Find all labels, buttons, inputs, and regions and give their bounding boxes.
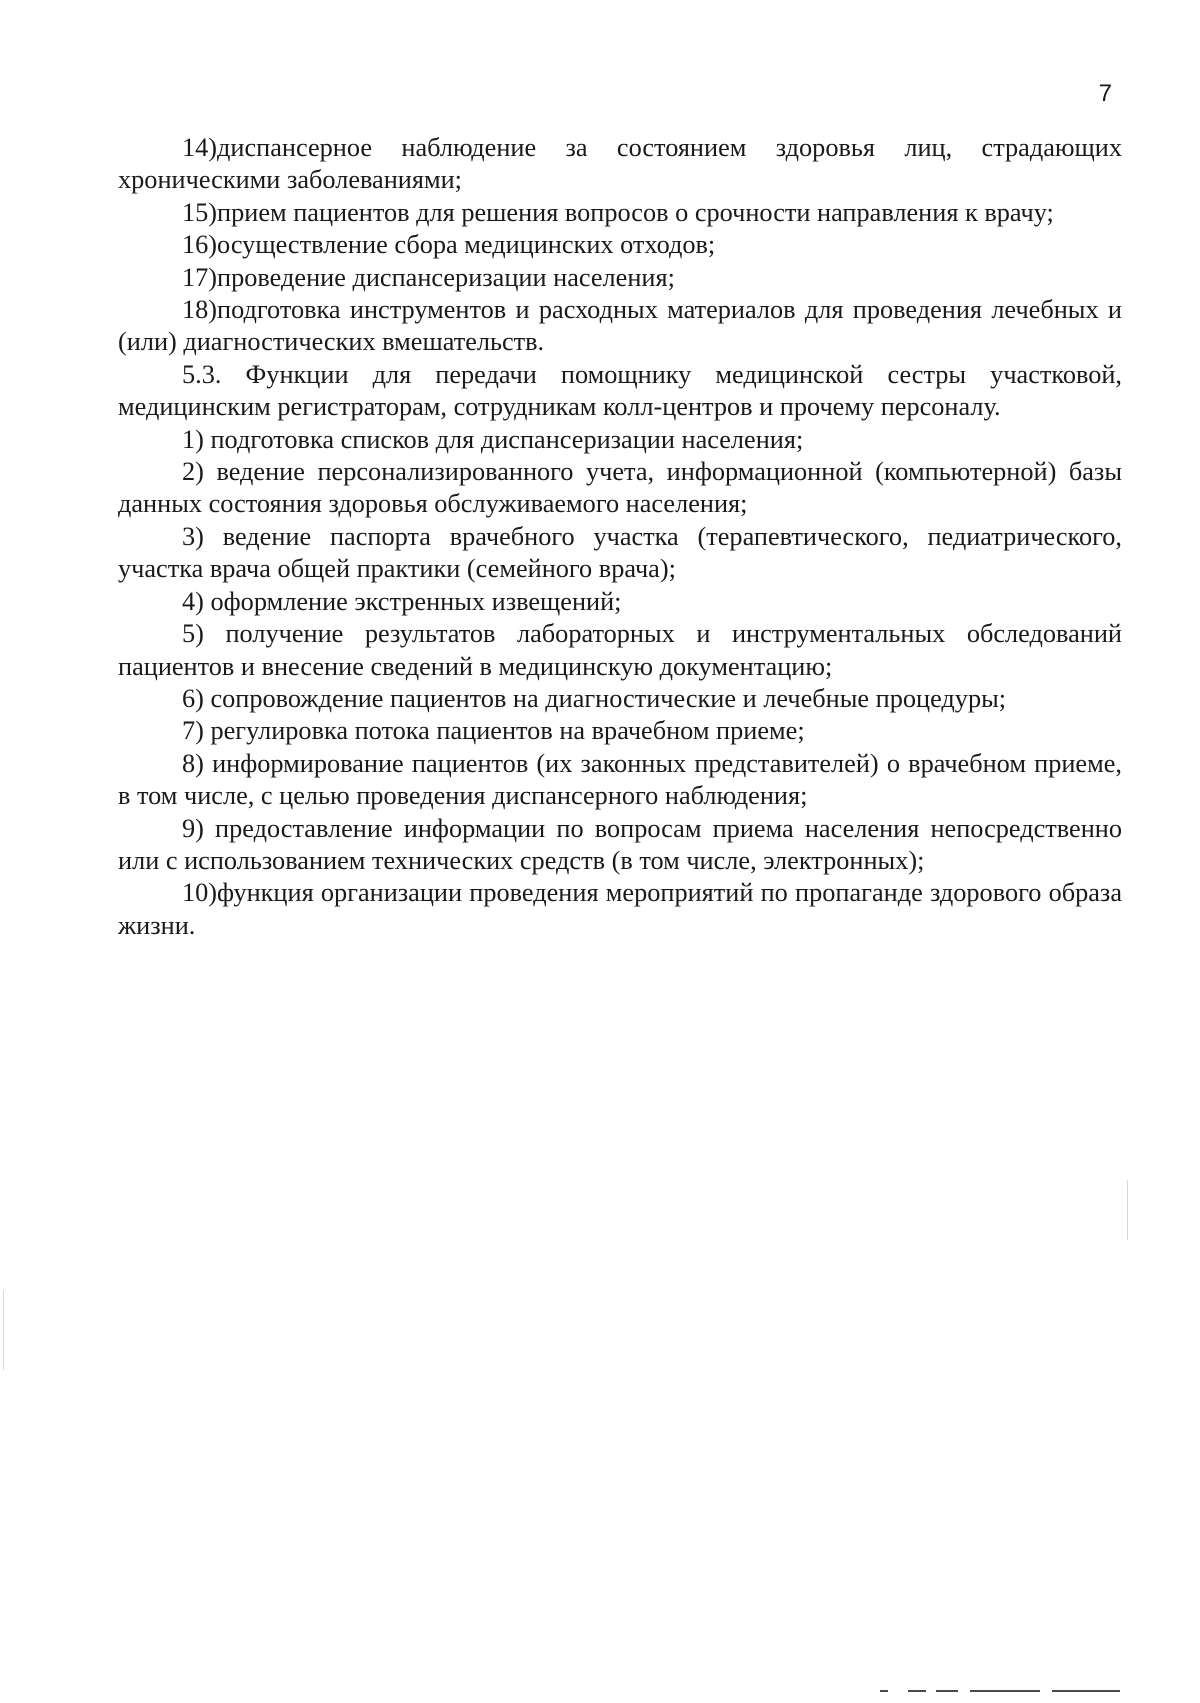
paragraph-item-17: 17)проведение диспансеризации населения;: [182, 262, 675, 292]
list-item-4: 4) оформление экстренных извещений;: [182, 586, 622, 616]
list-item-3: 3) ведение паспорта врачебного участка (терапевтического, педиатрического, участка врача общей практики (семейного врача);: [118, 521, 1122, 584]
paragraph-item-14: 14)диспансерное наблюдение за состоянием здоровья лиц, страдающих хроническими заболеваниями;: [118, 133, 1122, 195]
scan-edge-mark-left: [3, 1290, 4, 1370]
list-item-8: 8) информирование пациентов (их законных представителей) о врачебном приеме, в том числе, с целью проведения диспансерного наблюдения;: [118, 748, 1122, 811]
list-item-5: 5) получение результатов лабораторных и инструментальных обследований пациентов и внесение сведений в медицинскую документацию;: [118, 619, 1122, 681]
list-item-9: 9) предоставление информации по вопросам приема населения непосредственно или с использованием технических средств (в том числе, электронных);: [118, 813, 1122, 875]
page-number: 7: [1098, 80, 1112, 107]
paragraph-item-15: 15)прием пациентов для решения вопросов о срочности направления к врачу;: [182, 197, 1054, 227]
document-body: [118, 132, 1122, 942]
scan-artifact-marks: [880, 1688, 1120, 1694]
paragraph-item-18: 18)подготовка инструментов и расходных материалов для проведения лечебных и (или) диагностических вмешательств.: [118, 295, 1122, 357]
list-item-6: 6) сопровождение пациентов на диагностические и лечебные процедуры;: [182, 683, 1007, 713]
list-item-1: 1) подготовка списков для диспансеризации населения;: [182, 424, 804, 454]
scan-edge-mark-right: [1127, 1180, 1128, 1240]
section-heading-5-3: 5.3. Функции для передачи помощнику медицинской сестры участковой, медицинским регистраторам, сотрудникам колл-центров и прочему персоналу.: [118, 359, 1122, 422]
list-item-7: 7) регулировка потока пациентов на врачебном приеме;: [182, 716, 805, 746]
list-item-2: 2) ведение персонализированного учета, информационной (компьютерной) базы данных состояния здоровья обслуживаемого населения;: [118, 457, 1122, 519]
paragraph-item-16: 16)осуществление сбора медицинских отходов;: [182, 230, 716, 260]
list-item-10: 10)функция организации проведения мероприятий по пропаганде здорового образа жизни.: [118, 878, 1122, 940]
